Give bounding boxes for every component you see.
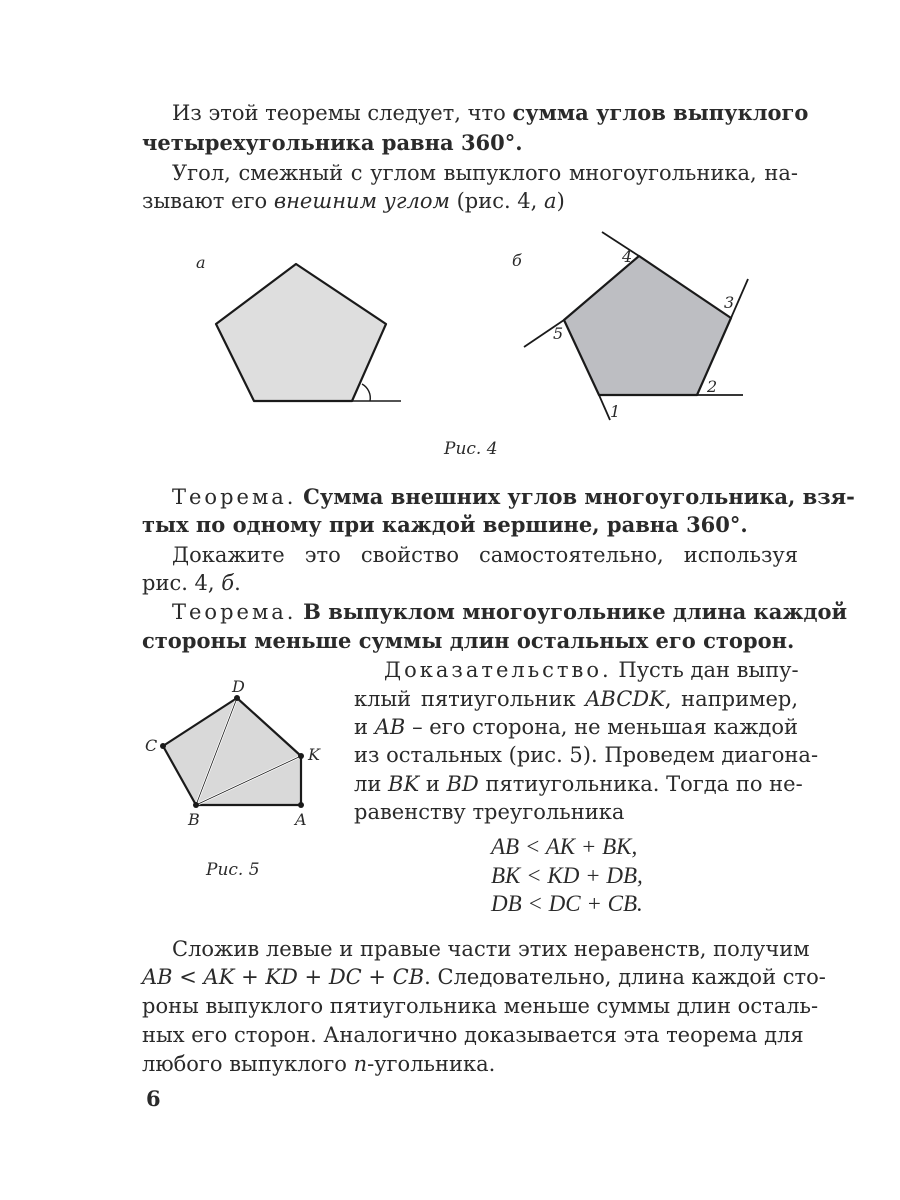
conclusion-line-2 [142, 963, 826, 991]
proof-line-6: равенству треугольника [354, 800, 625, 824]
proof-line-1 [384, 656, 798, 684]
text: – его сторона, не меньшая каждой [405, 715, 799, 739]
math-term: BD [446, 772, 479, 796]
math-term: BK [388, 772, 420, 796]
vertex-label-d: D [232, 677, 245, 696]
paragraph-3-line-2 [142, 569, 241, 597]
proof-line-3 [354, 713, 798, 741]
panel-a-label: а [196, 253, 206, 272]
figure-ref-letter: б [221, 571, 235, 595]
figure-ref-letter: а [544, 189, 557, 213]
extension-line-1 [599, 395, 610, 420]
proof-line-2 [354, 685, 798, 713]
vertex-label-k: K [308, 745, 320, 764]
figure-4a [196, 253, 401, 401]
pentagon-b [564, 256, 731, 395]
panel-b-label: б [512, 251, 522, 270]
text: Из этой теоремы следует, что [172, 101, 513, 125]
proof-line-4: из остальных (рис. 5). Проведем диагона- [354, 743, 819, 767]
conclusion-line-4: ных его сторон. Аналогично доказывается эта теорема для [142, 1023, 804, 1047]
text: любого выпуклого [142, 1052, 354, 1076]
vertex-a-dot [298, 802, 304, 808]
vertex-label-c: C [145, 736, 158, 755]
inequality-3: DB < DC + CB. [491, 891, 643, 916]
exterior-angle-arc [362, 384, 370, 401]
proof-label: Доказательство. [384, 658, 612, 682]
theorem-label: Теорема. [172, 600, 297, 624]
text: ли [354, 772, 389, 796]
figure-5-caption: Рис. 5 [206, 860, 260, 880]
figure-4b [512, 232, 748, 421]
conclusion-line-3: роны выпуклого пятиугольника меньше суммы длин осталь- [142, 994, 819, 1018]
text: пятиугольника. Тогда по не- [478, 772, 803, 796]
text: , например, [664, 687, 799, 711]
text: зывают его [142, 189, 274, 213]
math-term: AB [374, 715, 406, 739]
bold-text: сумма углов выпуклого [512, 100, 809, 125]
paragraph-1-line-2: четырехугольника равна 360°. [142, 130, 523, 155]
text: и [354, 715, 375, 739]
vertex-label-b: B [188, 810, 200, 829]
vertex-c-dot [160, 743, 166, 749]
text: (рис. 4, [449, 189, 545, 213]
vertex-k-dot [298, 753, 304, 759]
angle-label-4: 4 [622, 247, 633, 266]
pentagon-a [216, 264, 386, 401]
vertex-label-a: A [295, 810, 307, 829]
angle-label-3: 3 [724, 293, 735, 312]
bold-text: Сумма внешних углов многоугольника, взя- [303, 484, 855, 509]
paragraph-2-line-1: Угол, смежный с углом выпуклого многоугольника, на- [172, 161, 798, 185]
extension-line-4 [602, 232, 639, 256]
angle-label-2: 2 [707, 377, 718, 396]
math-term: AB < AK + KD + DC + CB [142, 965, 425, 989]
theorem-2-line-2: стороны меньше суммы длин остальных его сторон. [142, 628, 795, 653]
paragraph-3-line-1: Докажите это свойство самостоятельно, используя [172, 543, 798, 567]
text: рис. 4, [142, 571, 222, 595]
conclusion-line-1: Сложив левые и правые части этих неравенств, получим [172, 937, 810, 961]
text: и [419, 772, 447, 796]
angle-label-5: 5 [553, 324, 564, 343]
theorem-2-line-1 [172, 598, 848, 626]
inequality-1: AB < AK + BK, [491, 834, 638, 859]
text: . [234, 571, 241, 595]
theorem-label: Теорема. [172, 485, 297, 509]
text: ) [556, 189, 565, 213]
text: . Следовательно, длина каждой сто- [424, 965, 826, 989]
math-term: ABCDK [585, 687, 665, 711]
inequality-2: BK < KD + DB, [491, 863, 643, 888]
page-number: 6 [146, 1086, 161, 1111]
italic-term: внешним углом [273, 189, 450, 213]
text: клый пятиугольник [354, 687, 586, 711]
text: Пусть дан выпу- [618, 658, 799, 682]
vertex-b-dot [193, 802, 199, 808]
theorem-1-line-1 [172, 483, 855, 511]
proof-line-5 [354, 770, 803, 798]
theorem-1-line-2: тых по одному при каждой вершине, равна 360°. [142, 512, 748, 537]
math-term: n [353, 1052, 368, 1076]
figure-4-caption: Рис. 4 [444, 439, 498, 459]
bold-text: В выпуклом многоугольнике длина каждой [303, 599, 848, 624]
text: -угольника. [367, 1052, 496, 1076]
conclusion-line-5 [142, 1050, 495, 1078]
figure-5 [145, 677, 321, 829]
angle-label-1: 1 [610, 402, 621, 421]
